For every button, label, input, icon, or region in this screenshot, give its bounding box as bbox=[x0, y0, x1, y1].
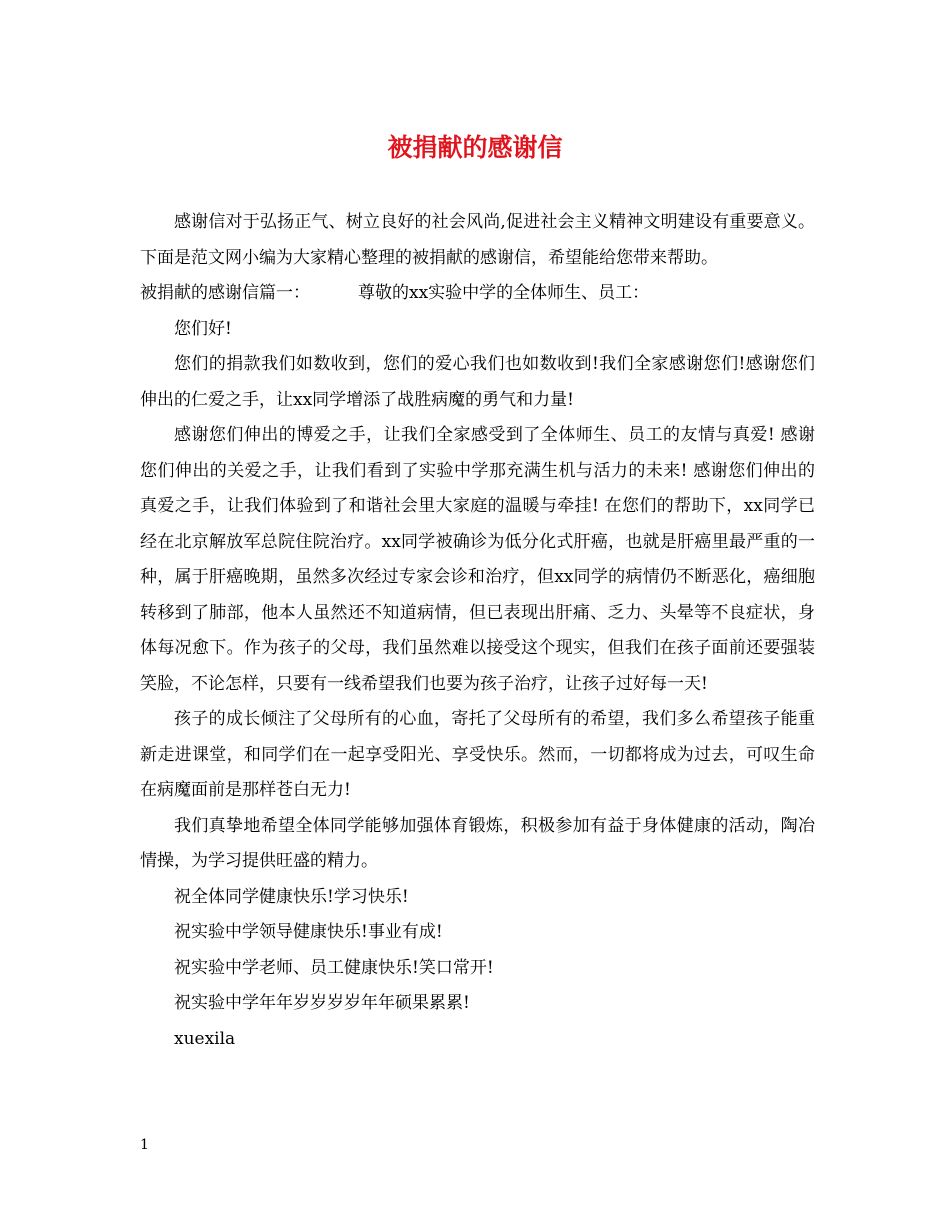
page-title: 被捐献的感谢信 bbox=[387, 133, 563, 162]
wish-line-2: 祝实验中学领导健康快乐!事业有成! bbox=[174, 922, 443, 942]
signature: xuexila bbox=[174, 1028, 236, 1049]
wish-line-4: 祝实验中学年年岁岁岁岁年年硕果累累! bbox=[174, 993, 470, 1013]
document-body bbox=[140, 205, 815, 1057]
greeting: 您们好! bbox=[174, 318, 232, 339]
section-heading: 被捐献的感谢信篇一： bbox=[140, 283, 310, 303]
wish-line-3: 祝实验中学老师、员工健康快乐!笑口常开! bbox=[174, 957, 494, 978]
paragraph-2: 感谢您们伸出的博爱之手，让我们全家感受到了全体师生、员工的友情与真爱! 感谢您们伸出的关爱之手，让我们看到了实验中学那充满生机与活力的未来! 感谢您们伸出的真爱之手，让我们体验到了和谐社会里大家庭的温暖与牵挂! 在您们的帮助下，xx同学已经在北京解放军总院住院治疗。xx同学被确诊为低分化式肝癌，也就是肝癌里最严重的一种，属于肝癌晚期，虽然多次经过专家会诊和治疗，但xx同学的病情仍不断恶化，癌细胞转移到了肺部，他本人虽然还不知道病情，但已表现出肝痛、乏力、头晕等不良症状，身体每况愈下。作为孩子的父母，我们虽然难以接受这个现实，但我们在孩子面前还要强装笑脸，不论怎样，只要有一线希望我们也要为孩子治疗，让孩子过好每一天! bbox=[140, 425, 815, 694]
intro-paragraph: 感谢信对于弘扬正气、树立良好的社会风尚,促进社会主义精神文明建设有重要意义。下面是范文网小编为大家精心整理的被捐献的感谢信，希望能给您带来帮助。 bbox=[140, 212, 815, 268]
salutation: 尊敬的xx实验中学的全体师生、员工： bbox=[358, 283, 650, 303]
wish-line-1: 祝全体同学健康快乐!学习快乐! bbox=[174, 886, 409, 907]
section-heading-line bbox=[140, 276, 815, 312]
paragraph-1: 您们的捐款我们如数收到，您们的爱心我们也如数收到!我们全家感谢您们!感谢您们伸出的仁爱之手，让xx同学增添了战胜病魔的勇气和力量! bbox=[140, 354, 815, 410]
page-number: 1 bbox=[140, 1137, 149, 1153]
paragraph-3: 孩子的成长倾注了父母所有的心血，寄托了父母所有的希望，我们多么希望孩子能重新走进课堂，和同学们在一起享受阳光、享受快乐。然而，一切都将成为过去，可叹生命在病魔面前是那样苍白无力! bbox=[140, 709, 815, 800]
paragraph-4: 我们真挚地希望全体同学能够加强体育锻炼，积极参加有益于身体健康的活动，陶冶情操，为学习提供旺盛的精力。 bbox=[140, 815, 815, 871]
